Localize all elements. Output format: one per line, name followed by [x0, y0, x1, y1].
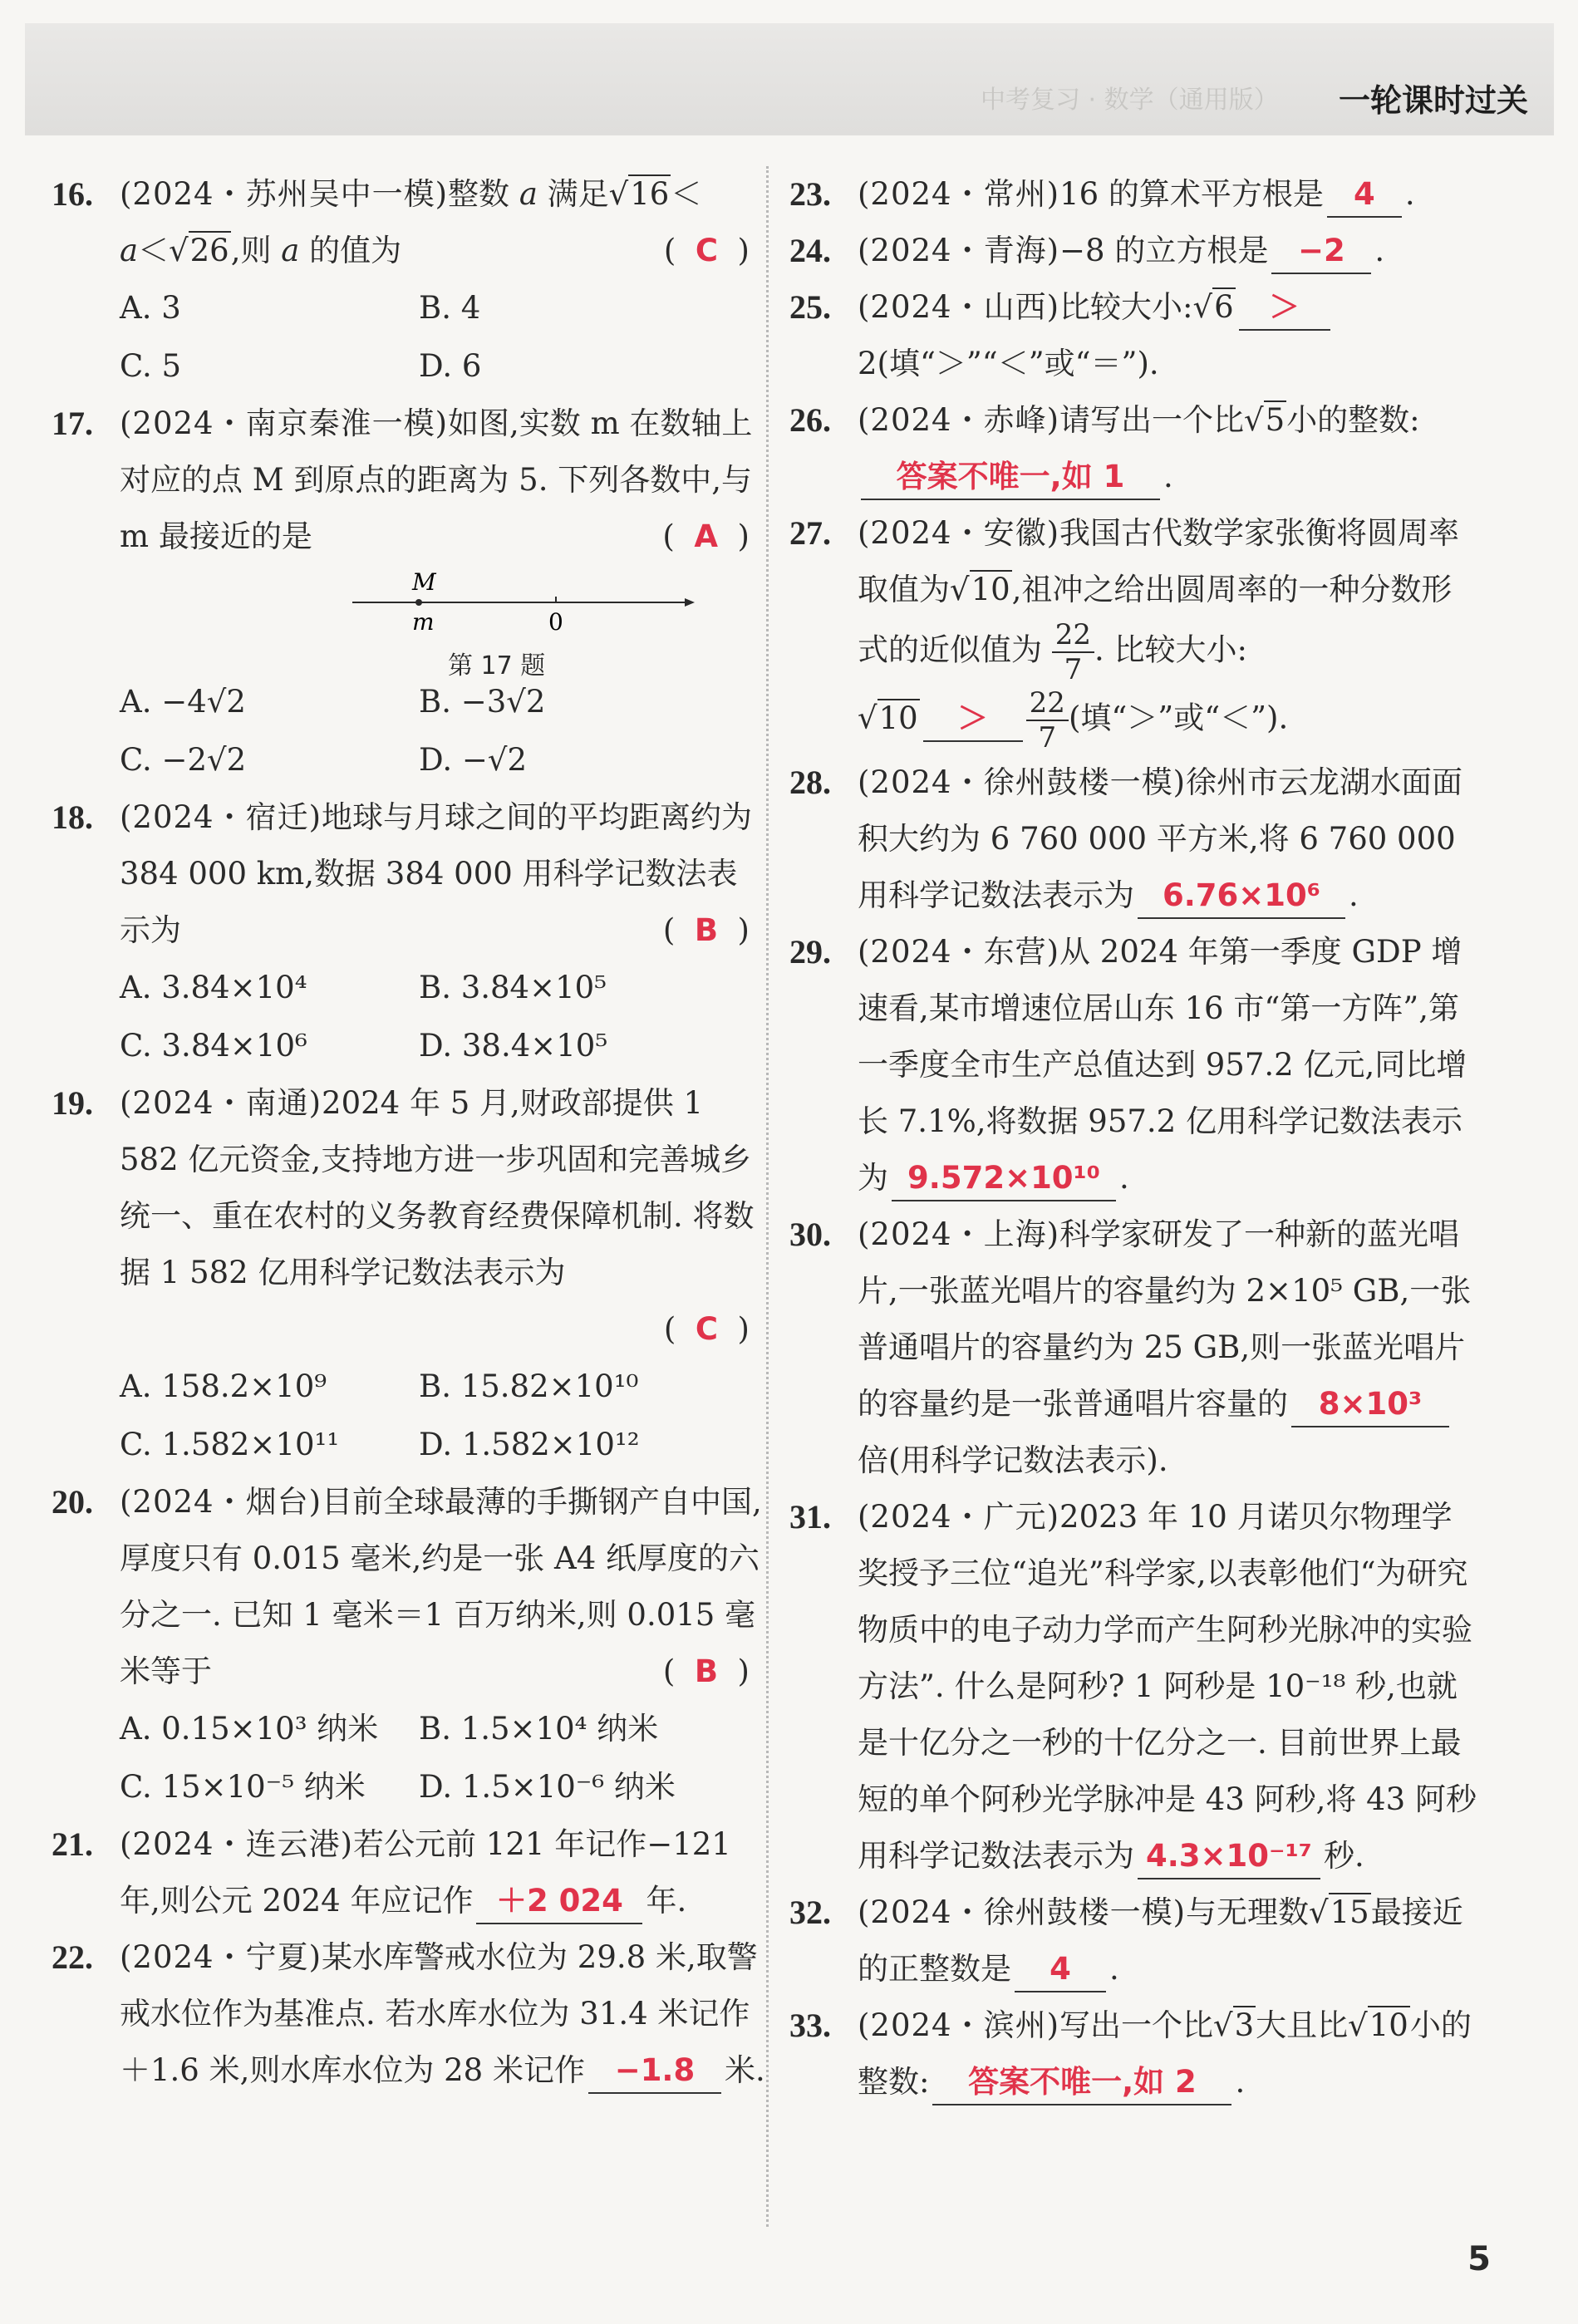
question-text: 2024 年 5 月,财政部提供 1 582 亿元资金,支持地方进一步巩固和完善城乡统一、重在农村的义务教育经费保障机制. 将数据 1 582 亿用科学记数法表示为: [120, 1085, 755, 1290]
question-text: .: [1404, 176, 1415, 212]
options: [120, 279, 766, 396]
answer-blank: −1.8: [588, 2049, 721, 2094]
question-number: 16.: [52, 175, 93, 213]
question-text: 与无理数: [1186, 1894, 1310, 1930]
number-line-figure: [120, 565, 766, 680]
radicand: 10: [971, 572, 1010, 607]
question-number: 23.: [789, 175, 831, 213]
question-source: (2024・徐州鼓楼一模): [858, 1894, 1187, 1930]
question-number: 33.: [789, 2007, 831, 2044]
question-text: −8 的立方根是: [1059, 233, 1269, 268]
options: [120, 673, 766, 789]
question-source: (2024・宿迁): [120, 799, 322, 835]
option-b: B. 15.82×10¹⁰: [419, 1368, 639, 1404]
answer-blank: ＞: [923, 697, 1023, 742]
fraction-denominator: 7: [1064, 653, 1083, 686]
header-band: [25, 23, 1554, 135]
question-text: ,则: [230, 233, 282, 268]
answer: C: [695, 233, 719, 268]
option-d: D. 1.582×10¹²: [419, 1427, 640, 1462]
question-30: [789, 1206, 1479, 1489]
question-source: (2024・南京秦淮一模): [120, 405, 449, 441]
question-source: (2024・青海): [858, 233, 1060, 268]
question-18: [52, 789, 766, 1075]
question-number: 31.: [789, 1498, 831, 1535]
question-29: [789, 924, 1479, 1206]
question-31: [789, 1489, 1479, 1884]
variable: a: [519, 176, 538, 212]
option-c: C. 3.84×10⁶: [120, 1028, 307, 1064]
radicand: 10: [1369, 2007, 1408, 2043]
question-source: (2024・山西): [858, 289, 1060, 325]
radicand: 10: [878, 700, 918, 736]
question-17: [52, 396, 766, 789]
question-16: 16. (2024・苏州吴中一模)整数 a 满足√16＜ a＜√26,则 a 的值为 ( C ) A. 3 B. 4 C. 5 D. 6: [52, 166, 766, 396]
answer-paren: ( C ): [663, 1311, 750, 1347]
number-line: [336, 565, 701, 640]
question-20: [52, 1474, 766, 1816]
question-28: [789, 754, 1479, 924]
variable: a: [281, 233, 300, 268]
fraction-numerator: 22: [1026, 686, 1069, 721]
answer-blank: 答案不唯一,如 2: [932, 2061, 1231, 2105]
option-a: A. 3.84×10⁴: [120, 970, 307, 1005]
arrow-head: [685, 598, 695, 607]
answer-blank: 8×10³: [1291, 1383, 1449, 1427]
answer-blank: 4: [1015, 1948, 1106, 1992]
question-source: (2024・滨州): [858, 2007, 1060, 2043]
answer-blank: 答案不唯一,如 1: [861, 455, 1160, 500]
question-text: 整数: [448, 176, 519, 212]
question-source: (2024・安徽): [858, 515, 1060, 551]
question-text: 我国古代数学家张衡将圆周率取值为: [858, 515, 1460, 607]
question-text: 米.: [724, 2052, 765, 2088]
question-source: (2024・常州): [858, 176, 1060, 212]
radicand: 16: [630, 176, 670, 212]
question-text: 2(填“＞”“＜”或“＝”).: [858, 346, 1159, 381]
option-d: D. 38.4×10⁵: [419, 1028, 608, 1064]
question-source: (2024・南通): [120, 1085, 322, 1121]
option-d: D. −√2: [419, 742, 527, 778]
answer: B: [694, 1653, 719, 1689]
question-source: (2024・上海): [858, 1216, 1060, 1252]
question-text: 科学家研发了一种新的蓝光唱片,一张蓝光唱片的容量约为 2×10⁵ GB,一张普通唱片的容量约为 25 GB,则一张蓝光唱片的容量约是一张普通唱片容量的: [858, 1216, 1472, 1422]
question-text: .: [1374, 233, 1385, 268]
question-text: 的值为: [299, 233, 402, 268]
question-source: (2024・宁夏): [120, 1939, 322, 1975]
question-text: 比较大小:: [1059, 289, 1193, 325]
question-text: 从 2024 年第一季度 GDP 增速看,某市增速位居山东 16 市“第一方阵”,第一季度全市生产总值达到 957.2 亿元,同比增长 7.1%,将数据 957.2 亿用科学记数法表示为: [858, 934, 1467, 1196]
left-column: [52, 166, 766, 2099]
question-number: 26.: [789, 401, 831, 439]
answer-paren: ( A ): [662, 518, 750, 554]
question-text: 写出一个比: [1059, 2007, 1214, 2043]
question-text: 若公元前 121 年记作−121 年,则公元 2024 年应记作: [120, 1826, 731, 1919]
option-c: C. 1.582×10¹¹: [120, 1427, 340, 1462]
question-text: .: [1163, 459, 1173, 494]
question-number: 25.: [789, 288, 831, 326]
point-m: [415, 599, 422, 606]
question-19: [52, 1075, 766, 1474]
question-number: 28.: [789, 764, 831, 801]
question-text: 徐州市云龙湖水面面积大约为 6 760 000 平方米,将 6 760 000 用科学记数法表示为: [858, 764, 1463, 913]
question-33: 33. (2024・滨州)写出一个比√3大且比√10小的整数: 答案不唯一,如 2 .: [789, 1997, 1479, 2110]
right-column: [789, 166, 1479, 2110]
question-text: 目前全球最薄的手撕钢产自中国,厚度只有 0.015 毫米,约是一张 A4 纸厚度的六分之一. 已知 1 毫米＝1 百万纳米,则 0.015 毫米等于: [120, 1484, 762, 1689]
question-25: 25. (2024・山西)比较大小:√6 ＞2(填“＞”“＜”或“＝”).: [789, 279, 1479, 392]
question-source: (2024・徐州鼓楼一模): [858, 764, 1187, 800]
question-number: 29.: [789, 933, 831, 970]
radicand: 6: [1214, 289, 1234, 325]
question-text: 满足: [537, 176, 609, 212]
option-b: B. 1.5×10⁴ 纳米: [419, 1711, 659, 1747]
question-number: 18.: [52, 798, 93, 836]
relation: ＜: [138, 233, 170, 268]
radicand: 5: [1265, 402, 1286, 438]
label-zero: 0: [548, 608, 563, 636]
option-b: B. 3.84×10⁵: [419, 970, 607, 1005]
option-b: B. −3√2: [419, 684, 546, 720]
question-text: 大且比: [1256, 2007, 1349, 2043]
question-21: [52, 1816, 766, 1929]
options: [120, 1358, 766, 1474]
question-number: 20.: [52, 1483, 93, 1521]
question-source: (2024・连云港): [120, 1826, 354, 1862]
answer-blank: 4.3×10⁻¹⁷: [1138, 1835, 1320, 1879]
option-c: C. 5: [120, 348, 182, 384]
answer-paren: ( C ): [663, 233, 750, 268]
question-text: . 比较大小:: [1094, 631, 1248, 668]
option-c: C. −2√2: [120, 742, 247, 778]
question-number: 22.: [52, 1938, 93, 1976]
option-a: A. 0.15×10³ 纳米: [120, 1711, 379, 1747]
fraction-denominator: 7: [1038, 721, 1057, 754]
question-text: 倍(用科学记数法表示).: [858, 1442, 1168, 1478]
answer-blank: 4: [1327, 173, 1402, 218]
question-number: 30.: [789, 1216, 831, 1253]
radicand: 15: [1330, 1894, 1369, 1930]
question-number: 32.: [789, 1894, 831, 1931]
question-text: 地球与月球之间的平均距离约为 384 000 km,数据 384 000 用科学记数法表示为: [120, 799, 753, 948]
relation: ＜: [671, 176, 702, 212]
question-source: (2024・赤峰): [858, 402, 1060, 438]
option-c: C. 15×10⁻⁵ 纳米: [120, 1769, 366, 1805]
answer-blank: ＞: [1239, 286, 1330, 331]
answer-paren: ( B ): [662, 912, 750, 948]
question-text: 如图,实数 m 在数轴上对应的点 M 到原点的距离为 5. 下列各数中,与 m 最接近的是: [120, 405, 753, 554]
question-text: 小的整数:: [858, 2007, 1472, 2100]
option-d: D. 6: [419, 348, 482, 384]
answer: B: [694, 912, 719, 948]
question-text: .: [1109, 1951, 1119, 1987]
fraction-numerator: 22: [1052, 618, 1094, 653]
answer-blank: 9.572×10¹⁰: [892, 1157, 1116, 1201]
question-26: 26. (2024・赤峰)请写出一个比√5小的整数: 答案不唯一,如 1 .: [789, 392, 1479, 505]
option-b: B. 4: [419, 290, 481, 326]
question-text: .: [1235, 2064, 1246, 2100]
question-text: .: [1349, 877, 1359, 913]
question-text: 请写出一个比: [1059, 402, 1245, 438]
question-text: (填“＞”或“＜”).: [1068, 700, 1289, 736]
question-text: 秒.: [1324, 1838, 1364, 1874]
radicand: 3: [1234, 2007, 1255, 2043]
options: [120, 959, 766, 1075]
question-text: 年.: [646, 1883, 687, 1919]
answer-paren: ( B ): [662, 1653, 750, 1689]
question-number: 24.: [789, 232, 831, 269]
question-source: (2024・苏州吴中一模): [120, 176, 449, 212]
question-text: ,祖冲之给出圆周率的一种分数形式的近似值为: [858, 572, 1453, 668]
question-text: 小的整数:: [1286, 402, 1420, 438]
answer-blank: ＋2 024: [476, 1879, 642, 1924]
option-a: A. 3: [120, 290, 181, 326]
answer: C: [695, 1311, 719, 1347]
question-number: 21.: [52, 1825, 93, 1863]
header-faint-text: 中考复习 · 数学（通用版）: [981, 86, 1279, 115]
question-23: [789, 166, 1479, 223]
question-text: 最接近的正整数是: [858, 1894, 1463, 1987]
label-M: M: [412, 568, 436, 596]
question-source: (2024・广元): [858, 1499, 1060, 1535]
answer-blank: 6.76×10⁶: [1138, 874, 1345, 919]
question-source: (2024・东营): [858, 934, 1060, 970]
question-text: .: [1119, 1160, 1129, 1196]
question-source: (2024・烟台): [120, 1484, 322, 1520]
option-a: A. −4√2: [120, 684, 246, 720]
question-24: [789, 223, 1479, 279]
question-27: 27. (2024・安徽)我国古代数学家张衡将圆周率取值为√10,祖冲之给出圆周率的一种分数形式的近似值为 $\frac{22}{7}$ . 比较大小: √10 ＞ $\frac{22}{7}$ (填“＞”或“＜”).: [789, 505, 1479, 754]
variable: a: [120, 233, 139, 268]
answer-blank: −2: [1271, 229, 1371, 274]
page-number: 5: [1467, 2240, 1491, 2278]
fraction: [1026, 686, 1069, 754]
header-title: 一轮课时过关: [1338, 82, 1528, 119]
answer: A: [694, 518, 719, 554]
question-number: 19.: [52, 1084, 93, 1122]
question-text: 某水库警戒水位为 29.8 米,取警戒水位作为基准点. 若水库水位为 31.4 米记作＋1.6 米,则水库水位为 28 米记作: [120, 1939, 758, 2088]
question-text: 16 的算术平方根是: [1059, 176, 1324, 212]
label-m: m: [412, 608, 435, 636]
column-divider: [766, 166, 769, 2227]
question-number: 17.: [52, 405, 93, 442]
question-32: 32. (2024・徐州鼓楼一模)与无理数√15最接近的正整数是 4 .: [789, 1884, 1479, 1997]
question-number: 27.: [789, 514, 831, 552]
radicand: 26: [189, 233, 229, 268]
fraction: [1052, 618, 1094, 686]
question-22: [52, 1929, 766, 2099]
figure-caption: 第 17 题: [448, 651, 546, 680]
options: [120, 1700, 766, 1816]
question-text: 2023 年 10 月诺贝尔物理学奖授予三位“追光”科学家,以表彰他们“为研究物质中的电子动力学而产生阿秒光脉冲的实验方法”. 什么是阿秒? 1 阿秒是 10⁻¹⁸ 秒,也就是十亿分之一秒的十亿分之一. 目前世界上最短的单个阿秒光学脉冲是 43 阿秒,将 43 阿秒用科学记数法表示为: [858, 1499, 1477, 1874]
option-a: A. 158.2×10⁹: [120, 1368, 327, 1404]
option-d: D. 1.5×10⁻⁶ 纳米: [419, 1769, 676, 1805]
